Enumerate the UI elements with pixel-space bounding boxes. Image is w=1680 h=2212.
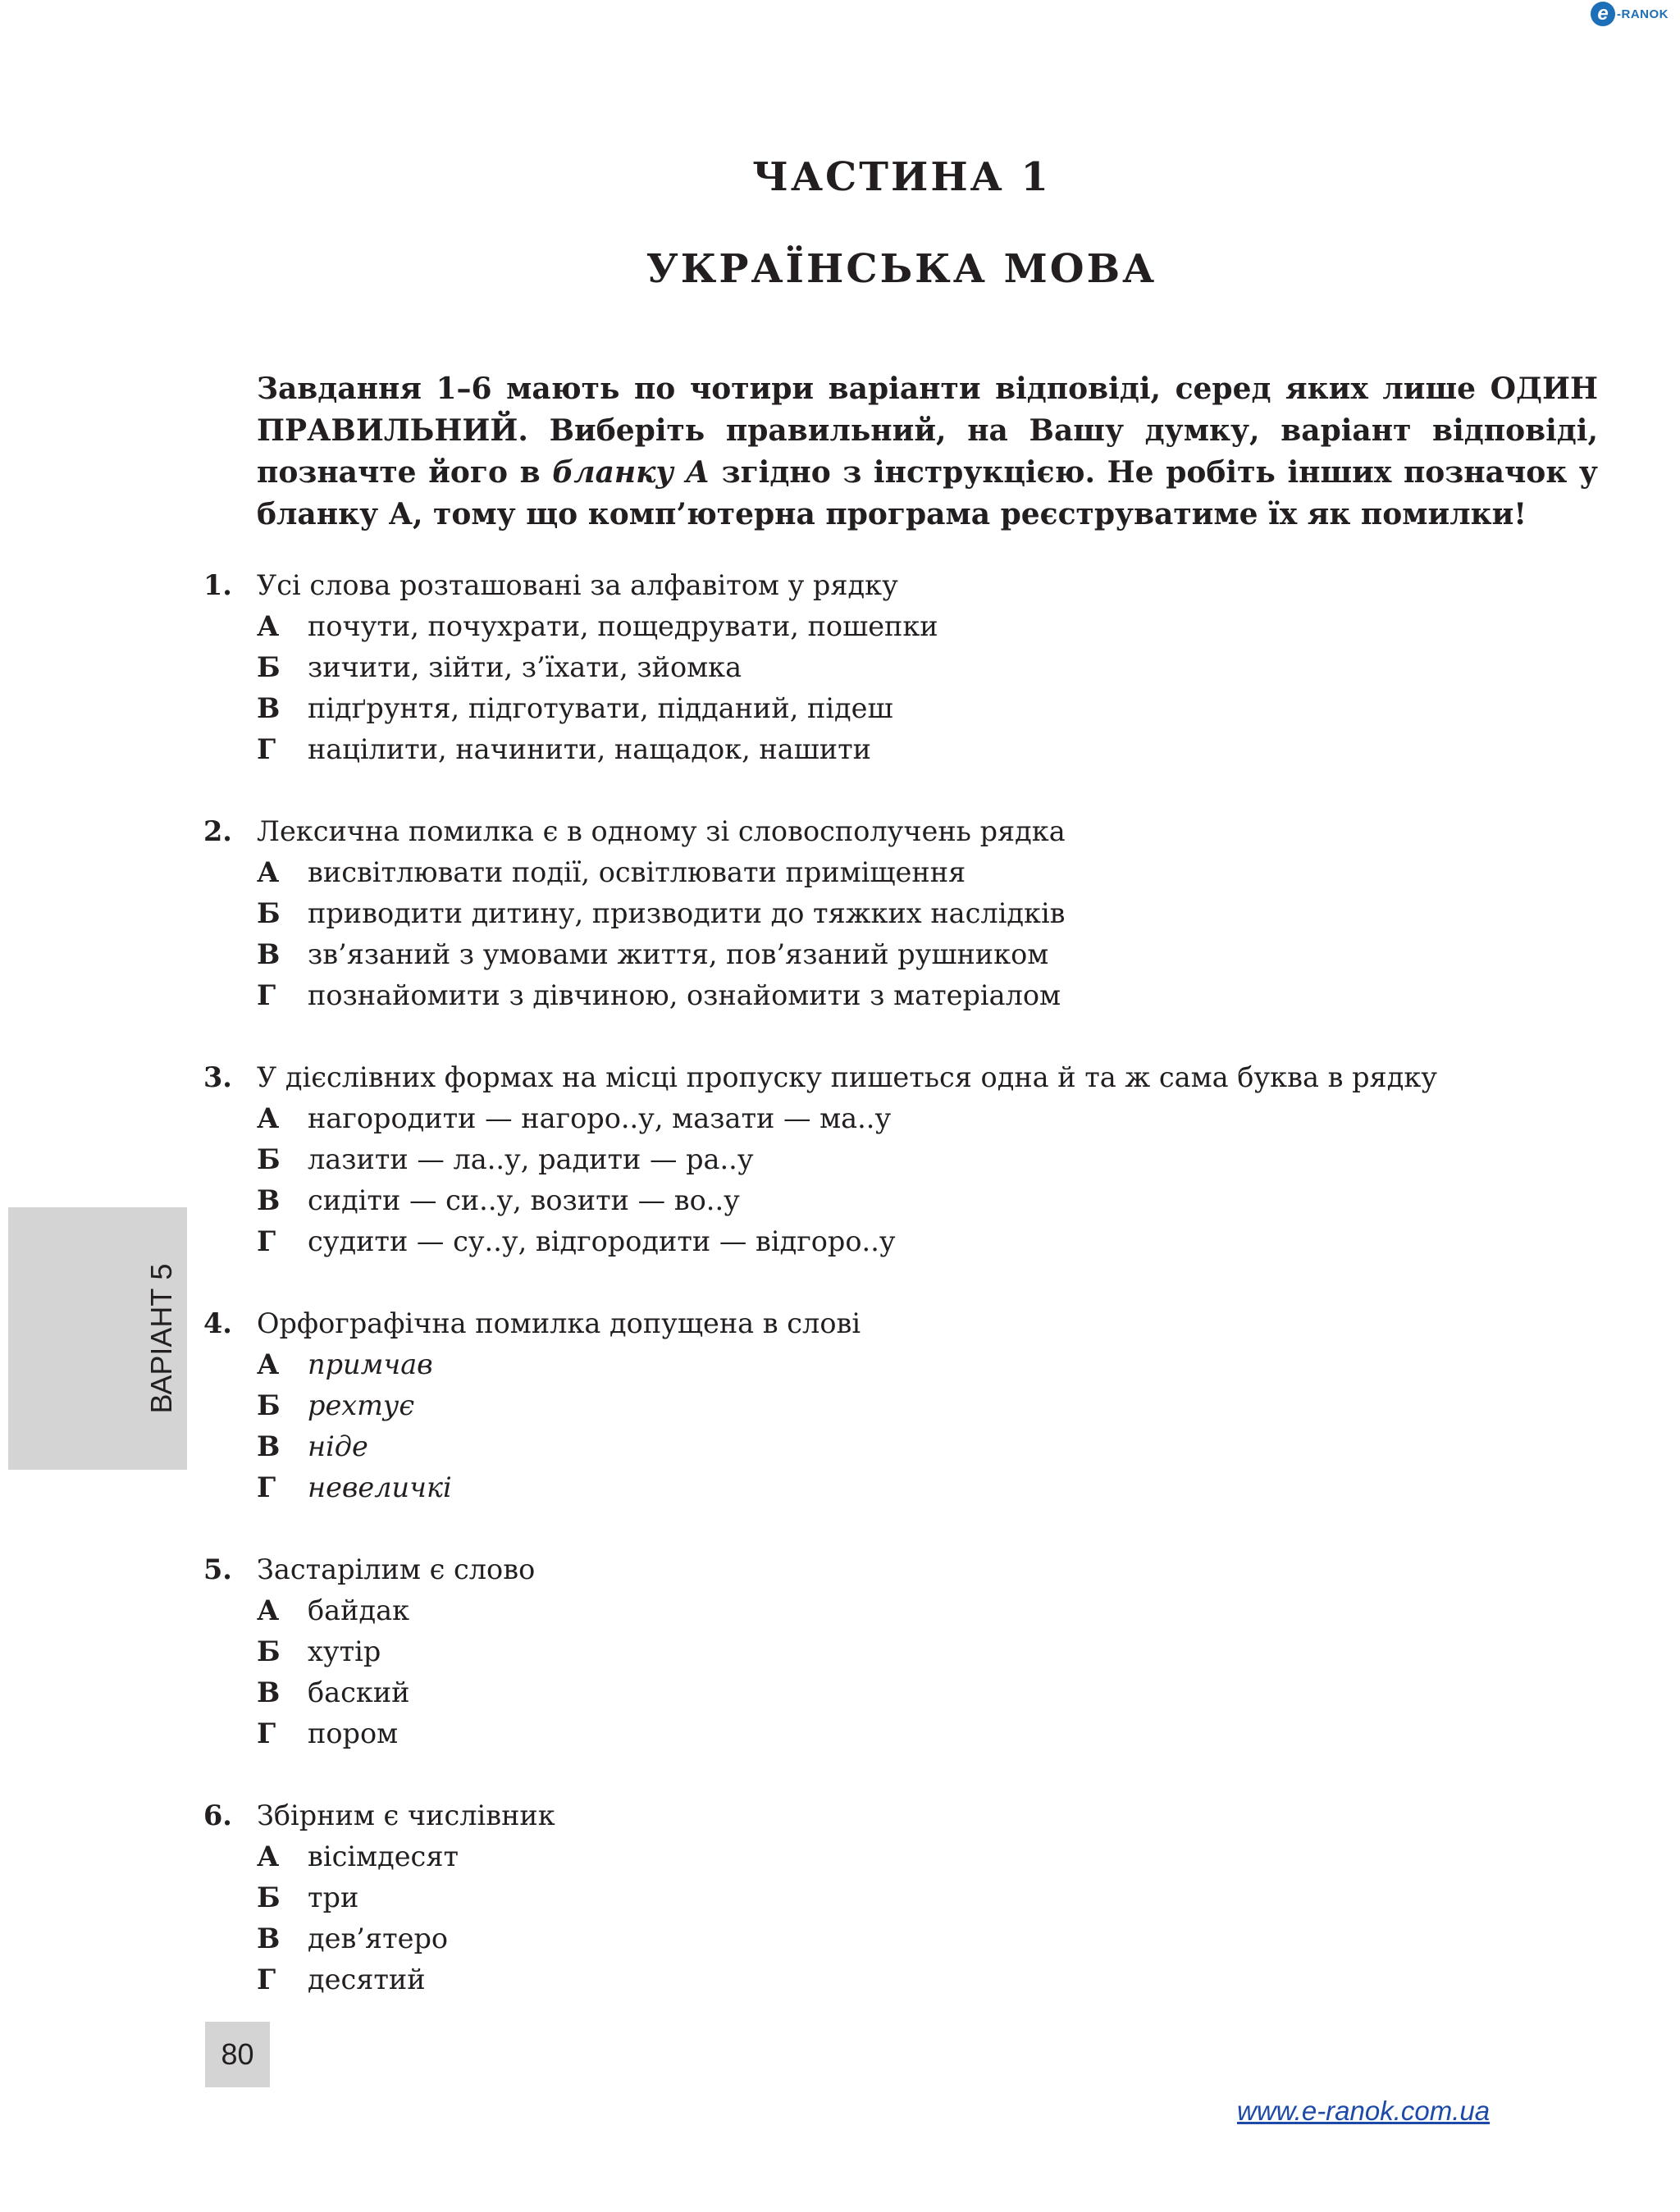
option-letter: Б [257,1143,281,1175]
option-v [257,934,1598,975]
option-text: зв’язаний з умовами життя, пов’язаний рушником [308,938,1049,970]
option-b [257,893,1598,934]
instructions-text-2: згідно з інструкцією. Не робіть інших позначок у бланку А, тому що комп’ютерна програма реєструватиме їх як помилки! [257,455,1598,531]
option-text: зичити, зійти, з’їхати, зйомка [308,651,742,683]
task-6 [203,1795,1598,2000]
option-letter: Г [257,1471,276,1503]
option-h [257,1713,1598,1754]
task-5 [203,1549,1598,1754]
option-a [257,852,1598,893]
option-letter: А [257,856,280,888]
task-number: 1. [203,569,232,601]
option-letter: Б [257,1635,281,1667]
option-letter: В [257,1676,281,1708]
option-letter: Г [257,1717,276,1749]
option-b [257,1631,1598,1672]
option-letter: Б [257,1881,281,1913]
option-text: приводити дитину, призводити до тяжких наслідків [308,897,1066,929]
option-letter: Г [257,1963,276,1995]
option-h [257,975,1598,1016]
task-question-text: У дієслівних формах на місці пропуску пишеться одна й та ж сама буква в рядку [257,1061,1437,1093]
option-letter: В [257,692,281,724]
option-h [257,1959,1598,2000]
task-number: 6. [203,1799,232,1831]
option-letter: А [257,1102,280,1134]
task-question-text: Застарілим є слово [257,1553,536,1585]
task-question-text: Збірним є числівник [257,1799,555,1831]
option-text: лазити — ла..у, радити — ра..у [308,1143,754,1175]
task-number: 4. [203,1307,232,1339]
variant-label: ВАРІАНТ 5 [144,1263,178,1414]
option-text: вісімдесят [308,1840,459,1872]
option-text: байдак [308,1594,410,1626]
option-a [257,1836,1598,1877]
option-letter: Б [257,1389,281,1421]
option-a [257,1590,1598,1631]
option-letter: Г [257,733,276,765]
option-letter: Б [257,651,281,683]
option-letter: Б [257,897,281,929]
part-title: ЧАСТИНА 1 [752,154,1051,200]
task-question [203,1795,1598,1836]
task-1 [203,565,1598,770]
option-a [257,1098,1598,1139]
option-a [257,606,1598,647]
task-question-text: Орфографічна помилка допущена в слові [257,1307,861,1339]
instructions-text-1: Завдання 1–6 мають по чотири варіанти відповіді, серед яких лише ОДИН ПРАВИЛЬНИЙ. Виберіть правильний, на Вашу думку, варіант відповіді, позначте його в [257,372,1598,490]
option-text: пором [308,1717,399,1749]
option-text: нагородити — нагоро..у, мазати — ма..у [308,1102,892,1134]
option-text: баский [308,1676,410,1708]
option-b [257,1139,1598,1180]
option-letter: А [257,1348,280,1380]
option-h [257,729,1598,770]
option-text: сидіти — си..у, возити — во..у [308,1184,740,1216]
option-text: невеличкі [308,1471,452,1503]
page-number: 80 [205,2022,270,2087]
option-letter: В [257,1922,281,1954]
option-text: підґрунтя, підготувати, підданий, підеш [308,692,893,724]
option-text: почути, почухрати, пощедрувати, пошепки [308,610,938,642]
option-v [257,1180,1598,1221]
task-2 [203,811,1598,1016]
instructions-emphasis: бланку А [552,455,710,490]
option-letter: В [257,1430,281,1462]
option-a [257,1344,1598,1385]
task-3 [203,1057,1598,1262]
option-text: примчав [308,1348,433,1380]
task-question [203,1303,1598,1344]
instructions [257,368,1598,536]
option-b [257,647,1598,688]
option-text: хутір [308,1635,381,1667]
publisher-logo [1591,2,1669,26]
task-number: 5. [203,1553,232,1585]
option-text: познайомити з дівчиною, ознайомити з матеріалом [308,979,1061,1011]
option-letter: А [257,610,280,642]
task-question-text: Лексична помилка є в одному зі словосполучень рядка [257,815,1066,847]
option-letter: Г [257,979,276,1011]
option-v [257,1426,1598,1467]
task-number: 3. [203,1061,232,1093]
task-question [203,1549,1598,1590]
option-v [257,1672,1598,1713]
option-text: ніде [308,1430,368,1462]
task-number: 2. [203,815,232,847]
option-text: три [308,1881,359,1913]
option-b [257,1877,1598,1918]
option-text: націлити, начинити, нащадок, нашити [308,733,871,765]
task-question [203,565,1598,606]
option-v [257,1918,1598,1959]
task-4 [203,1303,1598,1508]
option-text: рехтує [308,1389,415,1421]
option-letter: В [257,1184,281,1216]
website-link[interactable]: www.e-ranok.com.ua [1237,2096,1491,2126]
option-h [257,1221,1598,1262]
option-text: десятий [308,1963,426,1995]
e-ranok-logo-icon: e [1591,2,1615,26]
logo-text: -RANOK [1617,7,1669,21]
option-letter: А [257,1594,280,1626]
option-text: дев’ятеро [308,1922,449,1954]
option-b [257,1385,1598,1426]
task-question [203,811,1598,852]
option-h [257,1467,1598,1508]
task-question [203,1057,1598,1098]
option-text: висвітлювати події, освітлювати приміщення [308,856,966,888]
option-text: судити — су..у, відгородити — відгоро..у [308,1225,896,1257]
option-letter: В [257,938,281,970]
task-question-text: Усі слова розташовані за алфавітом у рядку [257,569,898,601]
option-letter: Г [257,1225,276,1257]
option-letter: А [257,1840,280,1872]
subject-title: УКРАЇНСЬКА МОВА [646,246,1157,292]
option-v [257,688,1598,729]
